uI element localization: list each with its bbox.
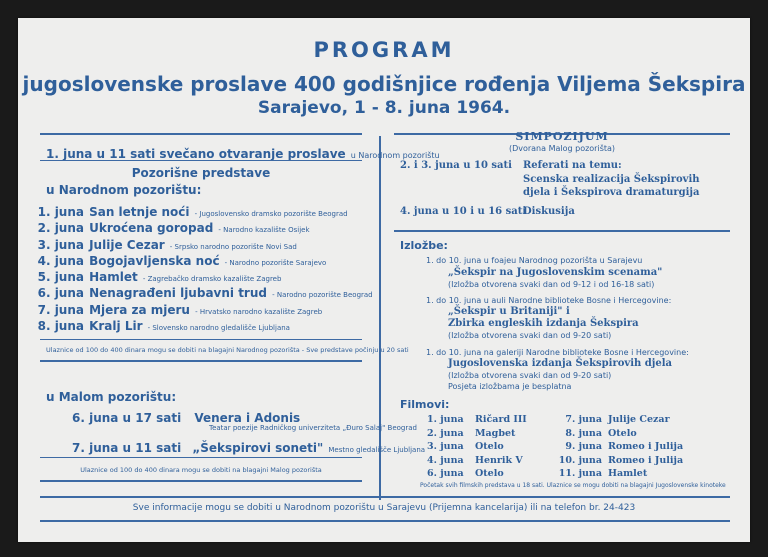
divider bbox=[40, 457, 362, 458]
list-item: 8. juna Otelo bbox=[565, 427, 637, 439]
opening-line: 1. juna u 11 sati svečano otvaranje proslave u Narodnom pozorištu bbox=[46, 147, 440, 161]
exhibition-line: 1. do 10. juna na galeriji Narodne biblioteke Bosne i Hercegovine: bbox=[426, 348, 689, 357]
exhibition-title: Jugoslovenska izdanja Šekspirovih djela bbox=[448, 358, 673, 369]
exhibition-hours: (Izložba otvorena svaki dan od 9-20 sati) bbox=[448, 331, 612, 340]
exhibition-hours: (Izložba otvorena svaki dan od 9-12 i od 16-18 sati) bbox=[448, 280, 655, 289]
divider bbox=[40, 360, 362, 362]
list-item: 6. juna Otelo bbox=[427, 468, 504, 479]
films-note: Početak svih filmskih predstava u 18 sati. Ulaznice se mogu dobiti na blagajni Jugoslovenske kinoteke bbox=[420, 482, 726, 489]
footer-info: Sve informacije mogu se dobiti u Narodnom pozorištu u Sarajevu (Prijemna kancelarija) ili na telefon br. 24-423 bbox=[132, 503, 636, 513]
list-item: 1. juna Ričard III bbox=[427, 414, 527, 425]
list-item: 2. juna Magbet bbox=[427, 427, 516, 439]
list-item: 1. juna San letnje noći - Jugoslovensko dramsko pozorište Beograd bbox=[37, 205, 348, 219]
list-item: 5. juna Hamlet - Zagrebačko dramsko kazalište Zagreb bbox=[37, 270, 282, 285]
exhibition-free: Posjeta izložbama je besplatna bbox=[448, 382, 572, 391]
divider bbox=[40, 339, 362, 340]
exhibition-title: „Šekspir na Jugoslovenskim scenama" bbox=[448, 267, 663, 278]
list-item: 2. juna Ukroćena goropad - Narodno kazalište Osijek bbox=[37, 221, 310, 236]
theatre-list bbox=[18, 201, 373, 334]
theatre-heading: Pozorišne predstave bbox=[131, 166, 271, 180]
small-theatre-company: Teatar poezije Radničkog univerziteta „Đuro Salaj" Beograd bbox=[209, 424, 417, 432]
exhibitions-heading: Izložbe: bbox=[400, 239, 448, 252]
poster bbox=[18, 18, 750, 542]
poster-place-date: Sarajevo, 1 - 8. juna 1964. bbox=[257, 98, 511, 118]
list-item: 6. juna Nenagrađeni ljubavni trud - Narodno pozorište Beograd bbox=[37, 286, 373, 301]
symposium-date-1: 2. i 3. juna u 10 sati bbox=[400, 160, 512, 171]
symposium-text: Diskusija bbox=[523, 206, 575, 217]
divider bbox=[394, 230, 730, 232]
list-item: 7. juna Julije Cezar bbox=[565, 414, 670, 425]
small-theatre-item: 6. juna u 17 sati Venera i Adonis bbox=[72, 411, 301, 425]
exhibition-line: 1. do 10. juna u foajeu Narodnog pozorišta u Sarajevu bbox=[426, 256, 643, 265]
small-theatre-venue: u Malom pozorištu: bbox=[46, 390, 177, 404]
list-item: 4. juna Henrik V bbox=[427, 454, 523, 466]
list-item: 10. juna Romeo i Julija bbox=[558, 454, 684, 466]
poster-subtitle: jugoslovenske proslave 400 godišnjice rođenja Viljema Šekspira bbox=[22, 72, 746, 96]
divider bbox=[40, 496, 730, 498]
exhibition-hours: (Izložba otvorena svaki dan od 9-20 sati) bbox=[448, 371, 612, 380]
list-item: 11. juna Hamlet bbox=[558, 468, 648, 479]
divider bbox=[40, 133, 362, 135]
symposium-subtitle: (Dvorana Malog pozorišta) bbox=[508, 144, 616, 153]
films-heading: Filmovi: bbox=[400, 398, 450, 411]
symposium-text: Scenska realizacija Šekspirovih bbox=[523, 174, 700, 185]
divider bbox=[40, 160, 362, 161]
list-item: 3. juna Julije Cezar - Srpsko narodno pozorište Novi Sad bbox=[37, 237, 297, 252]
list-item: 7. juna Mjera za mjeru - Hrvatsko narodno kazalište Zagreb bbox=[37, 302, 323, 317]
poster-title: PROGRAM bbox=[313, 38, 455, 62]
divider bbox=[40, 520, 730, 522]
small-theatre-item: 7. juna u 11 sati „Šekspirovi soneti" Mestno gledališče Ljubljana bbox=[72, 441, 426, 455]
theatre-venue: u Narodnom pozorištu: bbox=[46, 183, 202, 197]
list-item: 3. juna Otelo bbox=[427, 441, 504, 452]
list-item: 4. juna Bogojavljenska noć - Narodno pozorište Sarajevo bbox=[37, 253, 327, 268]
theatre-note: Ulaznice od 100 do 400 dinara mogu se dobiti na blagajni Narodnog pozorišta - Sve predstave počinju u 20 sati bbox=[46, 346, 409, 354]
symposium-title: SIMPOZIJUM bbox=[515, 130, 609, 143]
list-item: 8. juna Kralj Lir - Slovensko narodno gledališče Ljubljana bbox=[37, 319, 290, 334]
symposium-text: djela i Šekspirova dramaturgija bbox=[523, 187, 700, 198]
exhibition-title: Zbirka engleskih izdanja Šekspira bbox=[448, 318, 639, 329]
exhibition-line: 1. do 10. juna u auli Narodne biblioteke Bosne i Hercegovine: bbox=[426, 296, 672, 305]
exhibition-title: „Šekspir u Britaniji" i bbox=[448, 306, 570, 317]
symposium-date-2: 4. juna u 10 i u 16 sati bbox=[400, 206, 527, 217]
list-item: 9. juna Romeo i Julija bbox=[565, 441, 684, 452]
symposium-text: Referati na temu: bbox=[523, 160, 622, 171]
films-left bbox=[427, 413, 527, 481]
small-theatre-note: Ulaznice od 100 do 400 dinara mogu se dobiti na blagajni Malog pozorišta bbox=[80, 466, 322, 474]
films-right bbox=[550, 413, 683, 481]
divider bbox=[40, 480, 362, 482]
